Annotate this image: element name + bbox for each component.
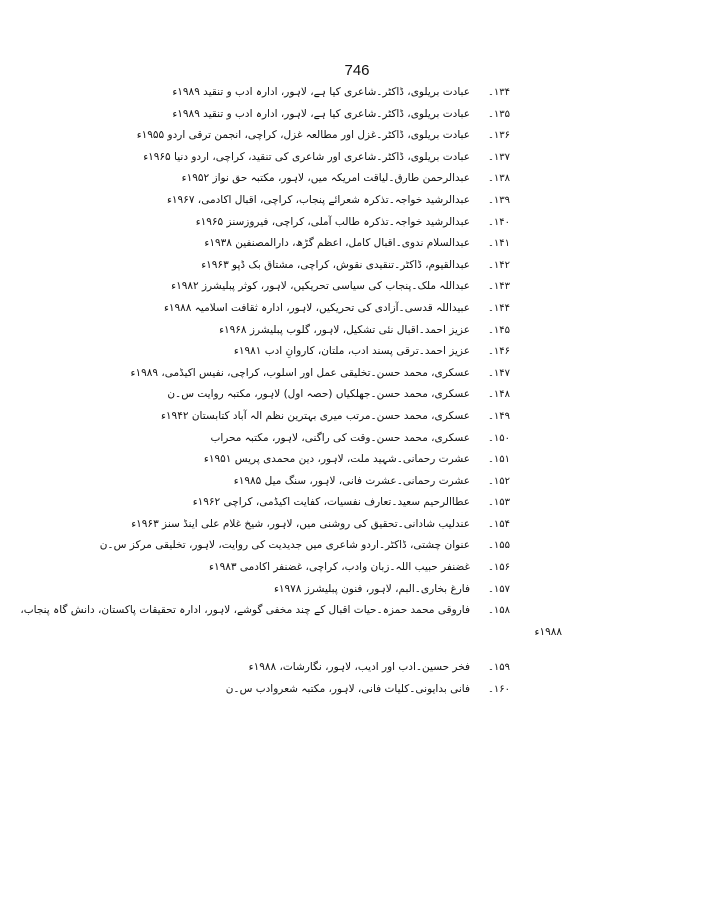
- entry-text: فارغ بخاری۔البم، لاہور، فنون پبلیشرز ۱۹۷۸ء: [273, 582, 470, 595]
- bibliography-entry: [180, 561, 510, 583]
- entry-number: ۱۴۰۔: [488, 216, 510, 228]
- bibliography-entry: [172, 86, 510, 108]
- bibliography-entry: [180, 432, 510, 454]
- entry-number: ۱۴۶۔: [488, 346, 510, 358]
- bibliography-entry: [20, 604, 510, 626]
- entry-text: عندلیب شادانی۔تحقیق کی روشنی میں، لاہور، شیخ غلام علی اینڈ سنز ۱۹۶۳ء: [131, 517, 470, 530]
- bibliography-entry: [180, 172, 510, 194]
- entry-number: ۱۴۵۔: [488, 324, 510, 336]
- entry-text: غضنفر حبیب اللہ۔زبان وادب، کراچی، غضنفر اکادمی ۱۹۸۳ء: [209, 561, 470, 574]
- entry-number: ۱۳۴۔: [488, 87, 510, 98]
- entry-number: ۱۵۸۔: [488, 605, 510, 617]
- bibliography-entry: [99, 539, 510, 561]
- entry-number: ۱۵۱۔: [488, 454, 510, 466]
- bibliography-entry: [160, 409, 510, 432]
- entry-number: ۱۵۵۔: [488, 540, 510, 552]
- entry-number: ۱۵۷۔: [488, 583, 510, 595]
- bibliography-entry: [180, 237, 510, 259]
- entry-text: عسکری، محمد حسن۔وقت کی راگنی، لاہور، مکتبہ محراب: [210, 431, 470, 444]
- bibliography-entry: [180, 216, 510, 238]
- bibliography-entry: [167, 388, 510, 410]
- bibliography-entry: [180, 496, 510, 518]
- bibliography-entry: [136, 129, 510, 151]
- entry-text: عبادت بریلوی، ڈاکٹر۔شاعری اور شاعری کی تنقید، کراچی، اردو دنیا ۱۹۶۵ء: [143, 150, 470, 163]
- entry-number: ۱۵۲۔: [488, 475, 510, 487]
- entry-number: ۱۳۵۔: [488, 108, 510, 120]
- bibliography-entry: [172, 107, 510, 130]
- entry-text: عبدالسلام ندوی۔اقبال کامل، اعظم گڑھ، دارالمصنفین ۱۹۳۸ء: [204, 237, 470, 250]
- entry-number: ۱۴۹۔: [488, 410, 510, 422]
- entry-text: عبیداللہ قدسی۔آزادی کی تحریکیں، لاہور، ادارہ ثقافت اسلامیہ ۱۹۸۸ء: [163, 301, 470, 314]
- entry-number: ۱۳۷۔: [488, 151, 510, 163]
- entry-number: ۱۵۹۔: [488, 662, 510, 674]
- bibliography-entry: [163, 301, 510, 324]
- entry-text: عسکری، محمد حسن۔مرتب میری بہترین نظم الہ آباد کتابستان ۱۹۴۲ء: [160, 409, 470, 422]
- entry-number: ۱۳۹۔: [488, 194, 510, 206]
- entry-text: فاروقی محمد حمزہ۔حیات اقبال کے چند مخفی گوشے، لاہور، ادارہ تحقیقات پاکستان، دانش گاہ پنجاب،: [20, 604, 470, 617]
- entry-text: عسکری، محمد حسن۔تخلیقی عمل اور اسلوب، کراچی، نفیس اکیڈمی، ۱۹۸۹ء: [130, 366, 470, 379]
- bibliography-entry: [171, 280, 510, 302]
- bibliography-entry: [130, 366, 510, 389]
- entry-number: ۱۵۴۔: [488, 518, 510, 530]
- entry-number: ۱۴۳۔: [488, 281, 510, 293]
- bibliography-entry: [143, 150, 510, 173]
- entry-number: ۱۵۳۔: [488, 497, 510, 509]
- entry-text: عنوان چشتی، ڈاکٹر۔اردو شاعری میں جدیدیت کی روایت، لاہور، تخلیقی مرکز س۔ن: [99, 539, 470, 552]
- entry-text: عبادت بریلوی، ڈاکٹر۔غزل اور مطالعہ غزل، کراچی، انجمن ترقی اردو ۱۹۵۵ء: [136, 129, 470, 142]
- entry-number: ۱۴۸۔: [488, 389, 510, 401]
- entry-number: ۱۳۶۔: [488, 130, 510, 142]
- page-number: 746: [344, 62, 370, 79]
- entry-text: عبداللہ ملک۔پنجاب کی سیاسی تحریکیں، لاہور، کوثر پبلیشرز ۱۹۸۲ء: [171, 280, 470, 293]
- entry-text: عبادت بریلوی، ڈاکٹر۔شاعری کیا ہے، لاہور، ادارہ ادب و تنقید ۱۹۸۹ء: [172, 107, 470, 120]
- entry-text: عشرت رحمانی۔عشرت فانی، لاہور، سنگ میل ۱۹۸۵ء: [233, 474, 470, 487]
- bibliography-entry: [180, 324, 510, 346]
- entry-gap: [180, 647, 510, 661]
- entry-text: عزیز احمد۔اقبال نئی تشکیل، لاہور، گلوب پبلیشرز ۱۹۶۸ء: [219, 323, 470, 336]
- entry-text: فخر حسین۔ادب اور ادیب، لاہور، نگارشات، ۱۹۸۸ء: [248, 661, 470, 674]
- entry-number: ۱۶۰۔: [488, 684, 510, 696]
- entry-number: ۱۵۶۔: [488, 562, 510, 574]
- bibliography-entry: [180, 259, 510, 281]
- entry-number: ۱۴۱۔: [488, 238, 510, 250]
- bibliography-entry: [180, 453, 510, 475]
- entry-number: ۱۴۷۔: [488, 367, 510, 379]
- entry-number: ۱۵۰۔: [488, 432, 510, 444]
- entry-text: عسکری، محمد حسن۔جھلکیاں (حصہ اول) لاہور، مکتبہ روایت س۔ن: [167, 388, 470, 401]
- entry-text: عزیز احمد۔ترقی پسند ادب، ملتان، کاروانِ ادب ۱۹۸۱ء: [233, 345, 470, 358]
- bibliography-entry: [180, 683, 510, 705]
- bibliography-entry: [180, 475, 510, 497]
- entry-text: عطاالرحیم سعید۔تعارف نفسیات، کفایت اکیڈمی، کراچی ۱۹۶۲ء: [192, 496, 470, 509]
- bibliography-entry: [166, 193, 510, 216]
- bibliography-entry: [180, 345, 510, 367]
- entry-continuation: ۱۹۸۸ء: [534, 625, 562, 638]
- bibliography-entry: [180, 661, 510, 683]
- entry-text: عبدالقیوم، ڈاکٹر۔تنقیدی نقوش، کراچی، مشتاق بک ڈپو ۱۹۶۳ء: [201, 258, 470, 271]
- entry-text: عبدالرحمن طارق۔لیاقت امریکہ میں، لاہور، مکتبہ حق نواز ۱۹۵۲ء: [181, 172, 470, 185]
- entry-number: ۱۳۸۔: [488, 173, 510, 185]
- entry-text: عشرت رحمانی۔شہید ملت، لاہور، دین محمدی پریس ۱۹۵۱ء: [203, 453, 470, 466]
- entry-number: ۱۴۴۔: [488, 302, 510, 314]
- bibliography-list: [20, 86, 562, 705]
- entry-text: عبدالرشید خواجہ۔تذکرہ طالب آملی، کراچی، فیروزسنز ۱۹۶۵ء: [195, 215, 470, 228]
- bibliography-entry: [131, 517, 510, 540]
- entry-text: فانی بدایونی۔کلیات فانی، لاہور، مکتبہ شعروادب س۔ن: [225, 683, 470, 696]
- entry-number: ۱۴۲۔: [488, 259, 510, 271]
- bibliography-entry: [180, 583, 510, 605]
- entry-text: عبادت بریلوی، ڈاکٹر۔شاعری کیا ہے، لاہور، ادارہ ادب و تنقید ۱۹۸۹ء: [172, 86, 470, 98]
- entry-text: عبدالرشید خواجہ۔تذکرہ شعرائے پنجاب، کراچی، اقبال اکادمی، ۱۹۶۷ء: [166, 193, 470, 206]
